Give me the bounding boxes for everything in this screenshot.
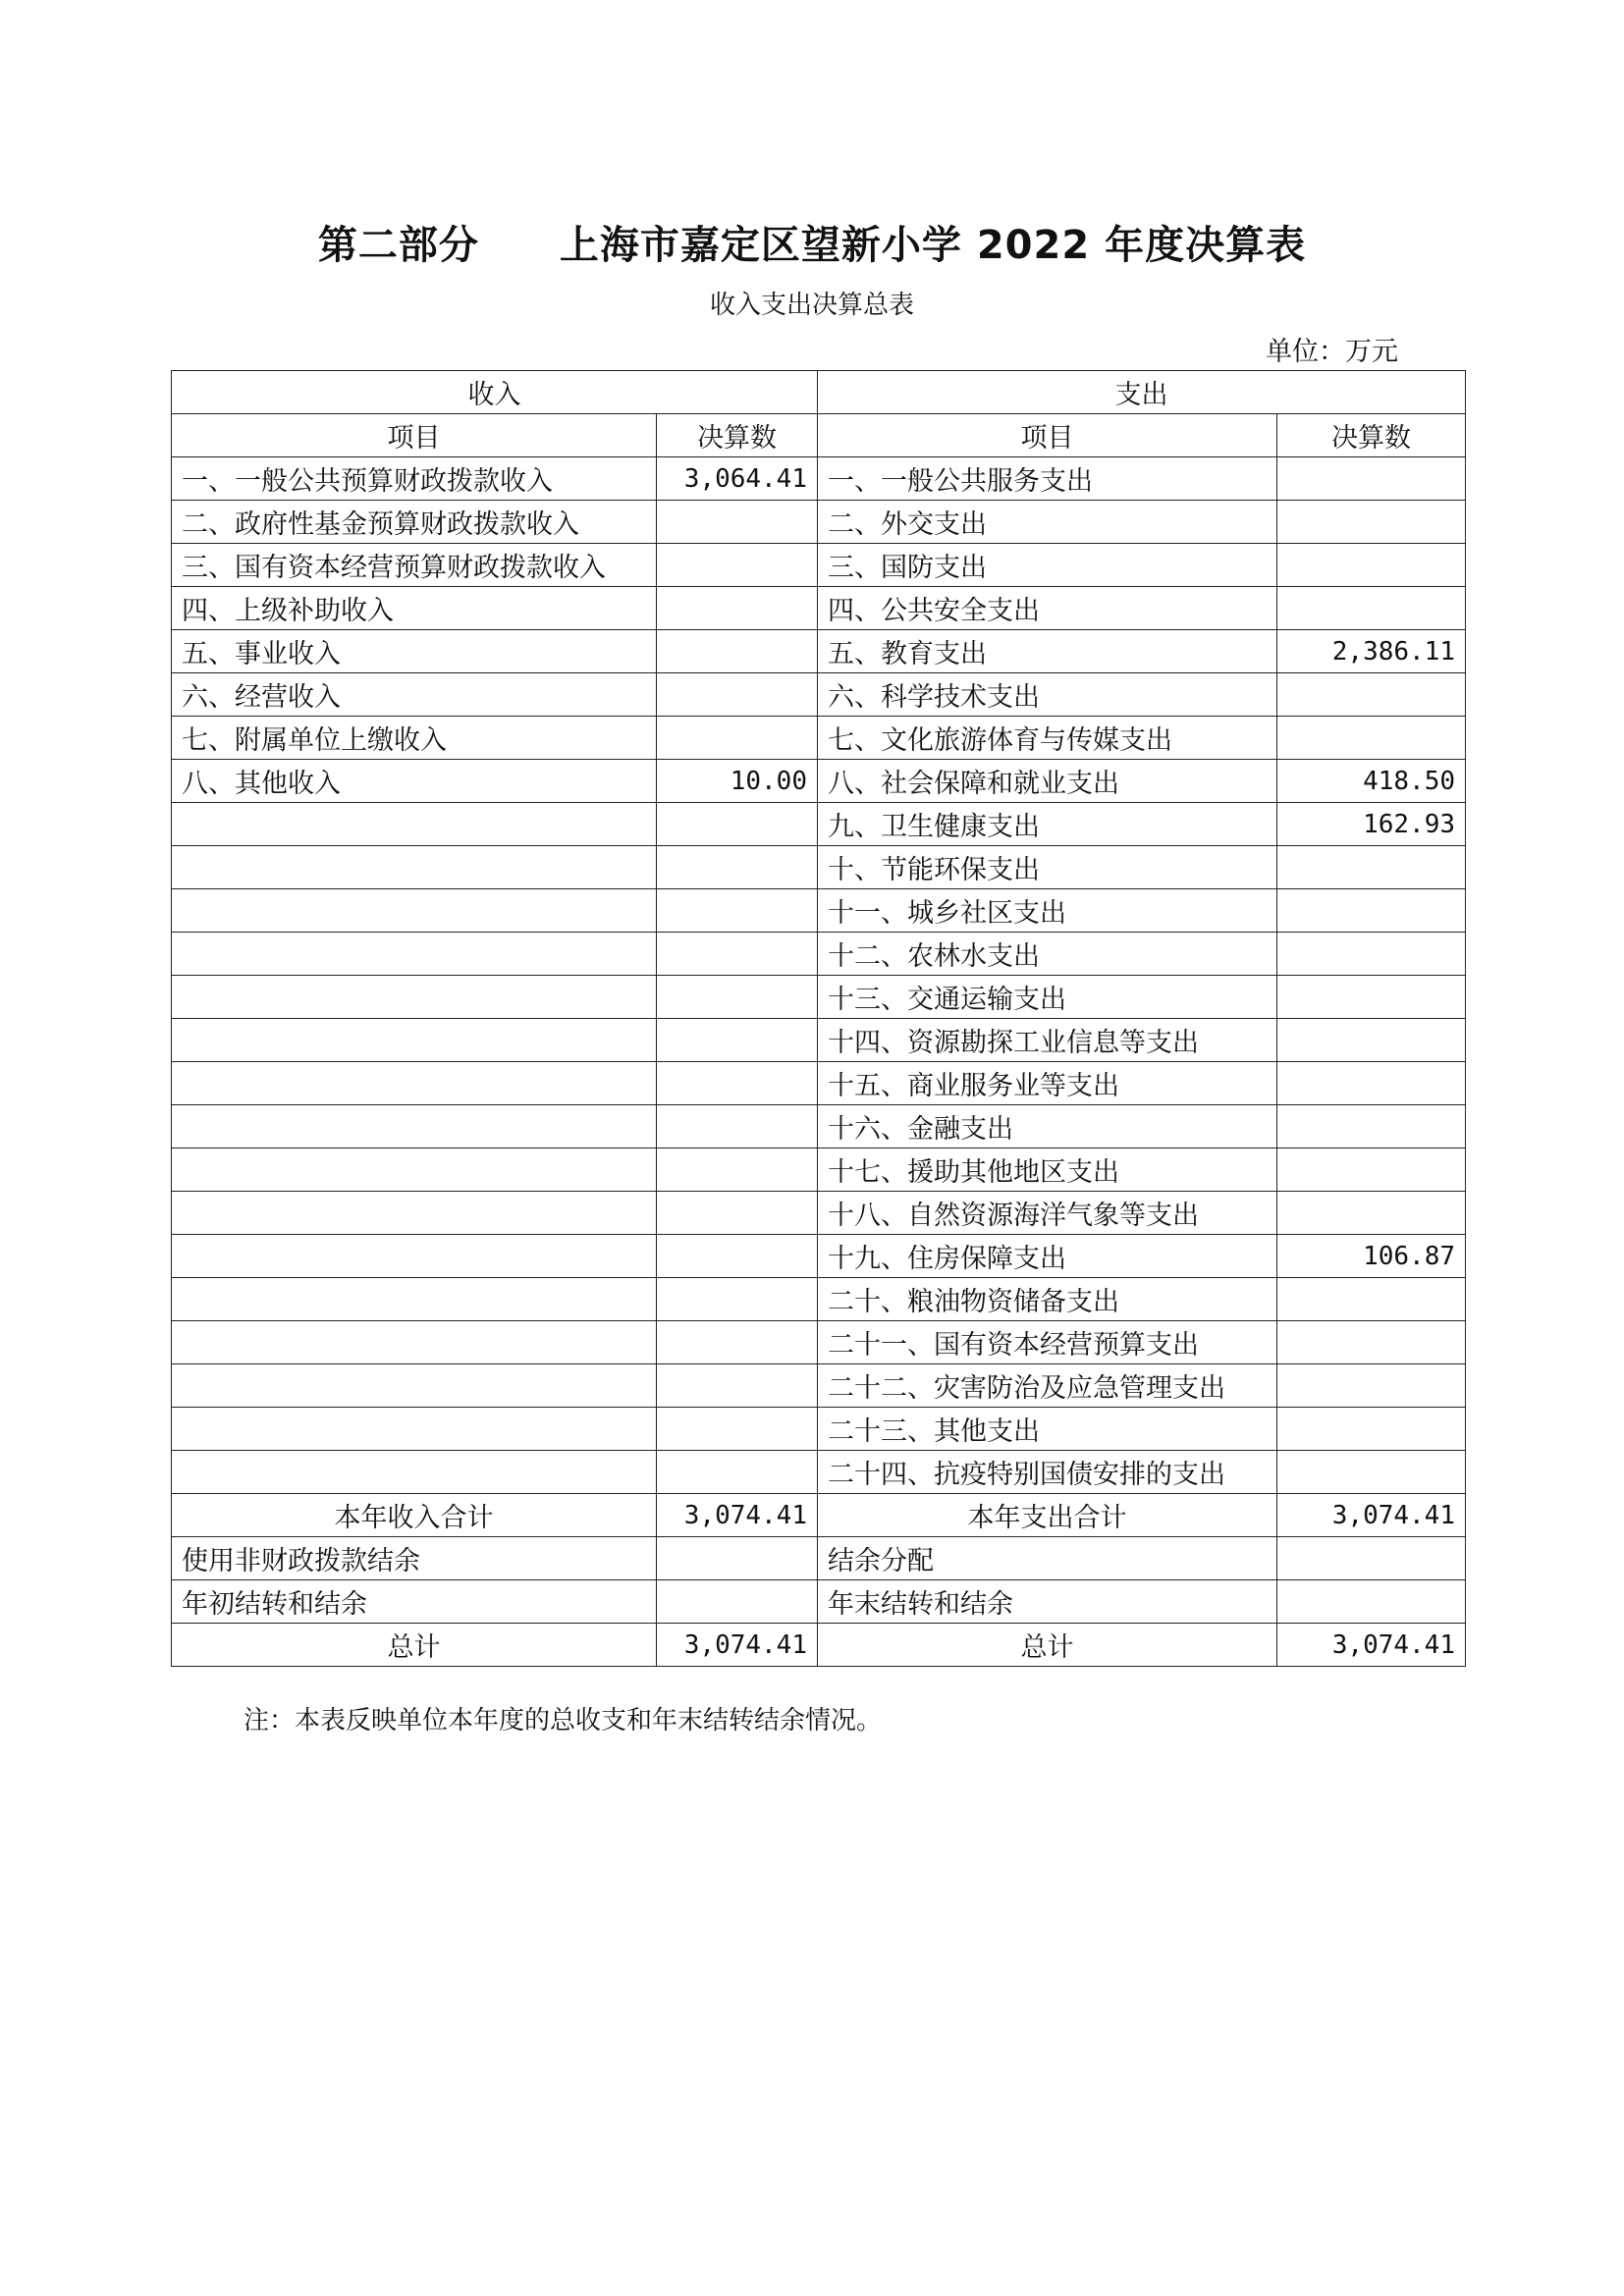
table-row xyxy=(172,1192,1466,1235)
income-amount-cell: 3,074.41 xyxy=(657,1494,818,1537)
expense-amount-cell xyxy=(1277,1019,1466,1062)
expense-item-cell: 十六、金融支出 xyxy=(818,1105,1277,1148)
income-amount-cell xyxy=(657,1364,818,1408)
expense-amount-cell xyxy=(1277,1148,1466,1192)
income-amount-cell xyxy=(657,889,818,933)
income-item-cell: 八、其他收入 xyxy=(172,760,657,803)
expense-item-cell: 三、国防支出 xyxy=(818,544,1277,587)
table-row xyxy=(172,501,1466,544)
income-amount-cell xyxy=(657,1278,818,1321)
subtotal-row xyxy=(172,1494,1466,1537)
expense-item-cell: 十七、援助其他地区支出 xyxy=(818,1148,1277,1192)
expense-amount-cell xyxy=(1277,1321,1466,1364)
expense-item-cell: 十八、自然资源海洋气象等支出 xyxy=(818,1192,1277,1235)
table-row xyxy=(172,1364,1466,1408)
income-amount-cell xyxy=(657,1192,818,1235)
table-row xyxy=(172,846,1466,889)
table-note: 注：本表反映单位本年度的总收支和年末结转结余情况。 xyxy=(244,1706,883,1735)
table-row xyxy=(172,760,1466,803)
expense-item-cell: 八、社会保障和就业支出 xyxy=(818,760,1277,803)
income-item-cell xyxy=(172,1364,657,1408)
income-expense-table xyxy=(171,370,1466,1667)
table-row xyxy=(172,1235,1466,1278)
income-item-cell: 一、一般公共预算财政拨款收入 xyxy=(172,457,657,501)
expense-amount-cell xyxy=(1277,1278,1466,1321)
expense-amount-cell xyxy=(1277,1062,1466,1105)
expense-item-cell: 二十、粮油物资储备支出 xyxy=(818,1278,1277,1321)
income-amount-cell: 3,064.41 xyxy=(657,457,818,501)
income-amount-cell xyxy=(657,1321,818,1364)
income-item-cell: 本年收入合计 xyxy=(172,1494,657,1537)
expense-item-cell: 二十三、其他支出 xyxy=(818,1408,1277,1451)
income-amount-cell xyxy=(657,501,818,544)
income-amount-cell: 3,074.41 xyxy=(657,1624,818,1667)
expense-amount-cell xyxy=(1277,587,1466,630)
table-row xyxy=(172,976,1466,1019)
income-amount-cell xyxy=(657,1105,818,1148)
expense-amount-cell: 3,074.41 xyxy=(1277,1494,1466,1537)
expense-amount-cell: 106.87 xyxy=(1277,1235,1466,1278)
income-item-cell xyxy=(172,1019,657,1062)
expense-amount-header: 决算数 xyxy=(1277,414,1466,457)
table-row xyxy=(172,803,1466,846)
income-item-cell: 四、上级补助收入 xyxy=(172,587,657,630)
income-item-cell xyxy=(172,1235,657,1278)
income-item-cell xyxy=(172,1278,657,1321)
income-amount-cell xyxy=(657,803,818,846)
expense-item-cell: 七、文化旅游体育与传媒支出 xyxy=(818,717,1277,760)
expense-item-cell: 年末结转和结余 xyxy=(818,1580,1277,1624)
expense-item-cell: 二、外交支出 xyxy=(818,501,1277,544)
expense-item-cell: 四、公共安全支出 xyxy=(818,587,1277,630)
expense-item-cell: 二十四、抗疫特别国债安排的支出 xyxy=(818,1451,1277,1494)
income-amount-cell xyxy=(657,1408,818,1451)
income-item-cell xyxy=(172,1148,657,1192)
expense-item-cell: 十四、资源勘探工业信息等支出 xyxy=(818,1019,1277,1062)
income-amount-cell xyxy=(657,1019,818,1062)
expense-item-cell: 十二、农林水支出 xyxy=(818,933,1277,976)
column-header-row xyxy=(172,414,1466,457)
table-row xyxy=(172,1580,1466,1624)
table-row xyxy=(172,1105,1466,1148)
table-row xyxy=(172,717,1466,760)
income-item-cell xyxy=(172,1451,657,1494)
income-amount-cell xyxy=(657,1580,818,1624)
table-row xyxy=(172,1451,1466,1494)
income-item-cell: 年初结转和结余 xyxy=(172,1580,657,1624)
table-row xyxy=(172,457,1466,501)
expense-item-cell: 一、一般公共服务支出 xyxy=(818,457,1277,501)
unit-label: 单位：万元 xyxy=(1266,337,1398,367)
table-row xyxy=(172,889,1466,933)
expense-item-cell: 十九、住房保障支出 xyxy=(818,1235,1277,1278)
income-item-cell xyxy=(172,1105,657,1148)
expense-amount-cell xyxy=(1277,889,1466,933)
income-amount-cell xyxy=(657,1451,818,1494)
table-subtitle: 收入支出决算总表 xyxy=(709,291,914,320)
income-item-cell xyxy=(172,1321,657,1364)
expense-amount-cell: 162.93 xyxy=(1277,803,1466,846)
expense-item-cell: 六、科学技术支出 xyxy=(818,673,1277,717)
expense-item-cell: 总计 xyxy=(818,1624,1277,1667)
income-amount-cell xyxy=(657,1062,818,1105)
income-amount-cell xyxy=(657,544,818,587)
expense-amount-cell xyxy=(1277,1537,1466,1580)
table-row xyxy=(172,1408,1466,1451)
section-header-row xyxy=(172,371,1466,414)
income-item-cell xyxy=(172,803,657,846)
table-row xyxy=(172,1278,1466,1321)
table-row xyxy=(172,1019,1466,1062)
income-item-cell xyxy=(172,1408,657,1451)
income-amount-cell xyxy=(657,846,818,889)
income-item-cell xyxy=(172,846,657,889)
expense-item-cell: 十三、交通运输支出 xyxy=(818,976,1277,1019)
income-amount-cell xyxy=(657,587,818,630)
table-row xyxy=(172,587,1466,630)
income-amount-header: 决算数 xyxy=(657,414,818,457)
income-item-cell xyxy=(172,1192,657,1235)
income-item-cell xyxy=(172,889,657,933)
expense-amount-cell xyxy=(1277,1105,1466,1148)
expense-amount-cell xyxy=(1277,1451,1466,1494)
table-row xyxy=(172,630,1466,673)
income-amount-cell xyxy=(657,717,818,760)
income-item-cell xyxy=(172,1062,657,1105)
expense-item-cell: 十、节能环保支出 xyxy=(818,846,1277,889)
expense-amount-cell xyxy=(1277,976,1466,1019)
income-item-cell: 总计 xyxy=(172,1624,657,1667)
income-amount-cell xyxy=(657,1235,818,1278)
expense-item-cell: 十五、商业服务业等支出 xyxy=(818,1062,1277,1105)
expense-amount-cell xyxy=(1277,846,1466,889)
table-row xyxy=(172,1148,1466,1192)
expense-item-cell: 九、卫生健康支出 xyxy=(818,803,1277,846)
income-item-cell xyxy=(172,933,657,976)
table-row xyxy=(172,673,1466,717)
income-item-cell: 七、附属单位上缴收入 xyxy=(172,717,657,760)
expense-amount-cell xyxy=(1277,1580,1466,1624)
income-item-cell: 二、政府性基金预算财政拨款收入 xyxy=(172,501,657,544)
income-item-cell xyxy=(172,976,657,1019)
expense-amount-cell xyxy=(1277,1408,1466,1451)
expense-item-cell: 结余分配 xyxy=(818,1537,1277,1580)
income-amount-cell xyxy=(657,1148,818,1192)
expense-item-header: 项目 xyxy=(818,414,1277,457)
income-amount-cell: 10.00 xyxy=(657,760,818,803)
income-amount-cell xyxy=(657,933,818,976)
expense-amount-cell xyxy=(1277,1364,1466,1408)
income-item-cell: 三、国有资本经营预算财政拨款收入 xyxy=(172,544,657,587)
expense-amount-cell xyxy=(1277,717,1466,760)
income-item-cell: 使用非财政拨款结余 xyxy=(172,1537,657,1580)
income-item-header: 项目 xyxy=(172,414,657,457)
expense-item-cell: 二十二、灾害防治及应急管理支出 xyxy=(818,1364,1277,1408)
expense-amount-cell xyxy=(1277,501,1466,544)
income-item-cell: 六、经营收入 xyxy=(172,673,657,717)
table-row xyxy=(172,1321,1466,1364)
expense-item-cell: 二十一、国有资本经营预算支出 xyxy=(818,1321,1277,1364)
income-amount-cell xyxy=(657,673,818,717)
income-amount-cell xyxy=(657,976,818,1019)
expense-amount-cell: 2,386.11 xyxy=(1277,630,1466,673)
table-row xyxy=(172,544,1466,587)
income-amount-cell xyxy=(657,630,818,673)
expense-amount-cell: 3,074.41 xyxy=(1277,1624,1466,1667)
document-title: 第二部分 上海市嘉定区望新小学 2022 年度决算表 xyxy=(317,223,1307,268)
income-amount-cell xyxy=(657,1537,818,1580)
expense-item-cell: 本年支出合计 xyxy=(818,1494,1277,1537)
expense-header: 支出 xyxy=(818,371,1466,414)
income-item-cell: 五、事业收入 xyxy=(172,630,657,673)
expense-amount-cell xyxy=(1277,544,1466,587)
expense-item-cell: 五、教育支出 xyxy=(818,630,1277,673)
table-row xyxy=(172,1062,1466,1105)
expense-amount-cell xyxy=(1277,933,1466,976)
income-header: 收入 xyxy=(172,371,818,414)
expense-amount-cell xyxy=(1277,673,1466,717)
expense-amount-cell xyxy=(1277,1192,1466,1235)
expense-amount-cell: 418.50 xyxy=(1277,760,1466,803)
expense-amount-cell xyxy=(1277,457,1466,501)
table-row xyxy=(172,1537,1466,1580)
expense-item-cell: 十一、城乡社区支出 xyxy=(818,889,1277,933)
total-row xyxy=(172,1624,1466,1667)
table-row xyxy=(172,933,1466,976)
